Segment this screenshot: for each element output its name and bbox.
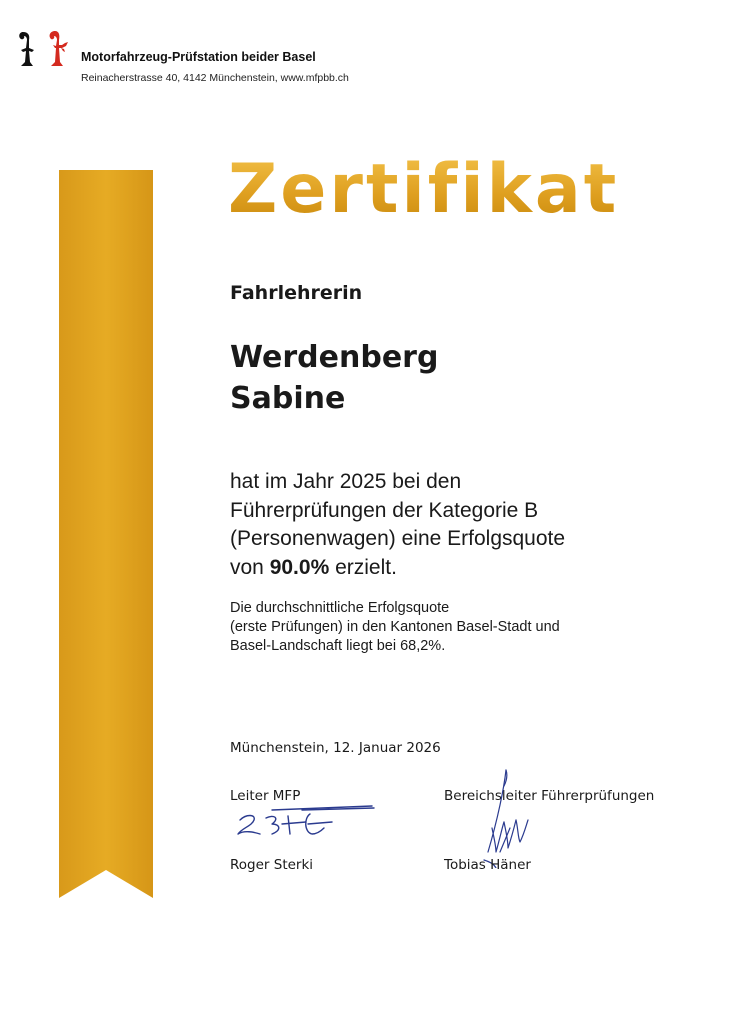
signatory-2-title: Bereichsleiter Führerprüfungen <box>444 788 655 804</box>
certificate-title: Zertifikat <box>228 150 620 229</box>
signatory-1-name: Roger Sterki <box>230 857 314 873</box>
recipient-first-name: Sabine <box>230 381 346 416</box>
basel-land-staff-icon <box>50 31 68 66</box>
achievement-statement <box>230 468 710 582</box>
issue-date: Münchenstein, 12. Januar 2026 <box>230 740 441 756</box>
statement-line-rate <box>230 554 710 583</box>
recipient-last-name: Werdenberg <box>230 340 439 375</box>
average-line: (erste Prüfungen) in den Kantonen Basel-Stadt und <box>230 619 560 635</box>
organization-address: Reinacherstrasse 40, 4142 Münchenstein, www.mfpbb.ch <box>81 72 349 84</box>
recipient-role: Fahrlehrerin <box>230 282 363 304</box>
statement-suffix: erzielt. <box>329 555 397 579</box>
signature-1-image <box>232 800 382 848</box>
organization-name: Motorfahrzeug-Prüfstation beider Basel <box>81 50 316 64</box>
signatory-2-name: Tobias Häner <box>444 857 531 873</box>
average-rate-note <box>230 599 710 656</box>
statement-line: hat im Jahr 2025 bei den <box>230 470 462 493</box>
signatory-1-title: Leiter MFP <box>230 788 301 804</box>
statement-prefix: von <box>230 555 270 579</box>
average-line: Die durchschnittliche Erfolgsquote <box>230 600 450 616</box>
statement-line: Führerprüfungen der Kategorie B <box>230 498 539 522</box>
basel-coat-of-arms-icon <box>17 28 73 70</box>
gold-ribbon <box>59 170 153 898</box>
basel-stadt-staff-icon <box>19 32 34 66</box>
success-rate: 90.0% <box>269 555 330 579</box>
average-line: Basel-Landschaft liegt bei 68,2%. <box>230 638 446 654</box>
statement-line: (Personenwagen) eine Erfolgsquote <box>230 527 566 550</box>
signature-2-image <box>470 768 540 868</box>
